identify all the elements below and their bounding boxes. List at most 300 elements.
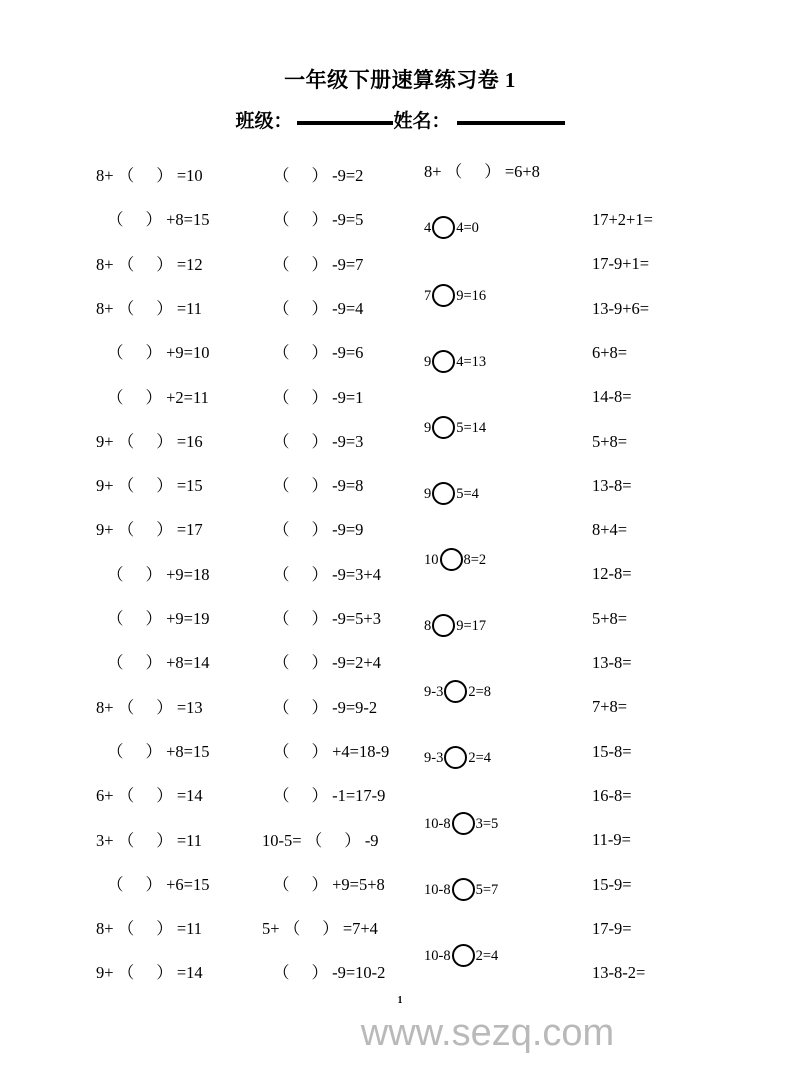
expression-suffix: +9=19 [166,609,210,628]
expression-suffix: =16 [176,431,203,451]
problem-fill-bracket [96,254,203,274]
bracket-open: （ [283,919,301,939]
answer-bracket[interactable] [118,965,173,982]
problem-fill-bracket [96,387,209,407]
expression-suffix: =11 [176,830,203,850]
problem-fill-bracket [424,164,540,181]
expression-suffix: =13 [176,697,203,717]
problem-expression [592,741,632,761]
expression-suffix: 5=14 [456,420,487,436]
expression-suffix: 2=4 [475,948,499,964]
answer-bracket[interactable] [117,431,173,451]
expression-suffix: 8=2 [463,552,487,568]
problem-fill-bracket [262,697,378,717]
expression-suffix: +2=11 [166,387,209,407]
expression-suffix: -9=10-2 [332,963,386,983]
problem-expression [592,566,632,583]
bracket-open: （ [273,298,290,318]
class-blank-line[interactable] [297,121,393,125]
problem-fill-bracket [262,387,364,407]
bracket-close: ） [156,830,173,850]
page-title: 一年级下册速算练习卷 1 [284,68,516,92]
expression-suffix: -9=3+4 [332,564,381,584]
operator-circle[interactable] [432,350,455,373]
expression-prefix: 7 [424,288,432,304]
answer-bracket[interactable] [273,212,328,229]
problem-expression [592,342,628,362]
bracket-open: （ [107,343,124,363]
bracket-close: ） [156,166,173,185]
bracket-close: ） [156,786,173,806]
problem-fill-circle [424,482,479,505]
problem-fill-bracket [96,830,203,850]
expression-suffix: =7+4 [342,919,378,939]
expression-text: 14-8= [592,387,632,407]
expression-suffix: +8=15 [166,210,210,230]
problem-fill-bracket [96,168,203,185]
expression-text: 15-9= [592,874,632,894]
expression-prefix: 5+ [262,919,280,939]
answer-bracket[interactable] [273,387,328,407]
bracket-open: （ [117,254,135,274]
expression-suffix: 5=7 [475,882,499,898]
problem-fill-bracket [96,345,210,362]
expression-text: 17+2+1= [592,210,653,229]
answer-bracket[interactable] [107,387,162,407]
site-watermark: www.sezq.com [360,1012,615,1054]
bracket-close: ） [311,741,328,761]
bracket-close: ） [311,963,328,983]
bracket-open: （ [273,166,290,185]
problem-expression [592,965,645,982]
student-info-line [0,106,800,133]
operator-circle[interactable] [452,944,475,967]
bracket-close: ） [322,919,339,939]
expression-suffix: =17 [176,520,203,540]
expression-text: 13-8= [592,653,632,672]
bracket-close: ） [311,697,328,717]
problem-fill-bracket [96,298,203,318]
bracket-open: （ [445,162,463,181]
expression-prefix: 9 [424,486,432,502]
expression-suffix: +4=18-9 [332,741,390,761]
problem-expression [592,212,653,229]
problem-fill-bracket [96,522,203,539]
expression-prefix: 10-8 [424,882,451,898]
expression-prefix: 10-5= [262,830,302,850]
problem-fill-bracket [262,522,363,539]
expression-suffix: 2=4 [468,750,492,766]
problem-fill-bracket [96,478,203,495]
expression-suffix: 9=16 [456,288,487,304]
answer-bracket[interactable] [107,564,162,584]
problem-expression [592,832,631,849]
bracket-open: （ [107,741,124,761]
expression-suffix: -9=2+4 [332,653,381,673]
problem-fill-bracket [96,788,203,805]
expression-suffix: =12 [176,254,203,274]
bracket-open: （ [107,653,124,673]
problem-fill-bracket [262,298,364,318]
bracket-open: （ [117,830,135,850]
bracket-close: ） [156,431,173,451]
expression-prefix: 6+ [96,786,114,806]
expression-suffix: -9=7 [332,254,364,274]
expression-suffix: 9=17 [456,618,487,634]
expression-suffix: +8=15 [166,741,210,761]
expression-suffix: -1=17-9 [332,786,386,806]
operator-circle[interactable] [452,878,475,901]
expression-prefix: 8+ [424,162,442,181]
problem-fill-bracket [96,965,203,982]
bracket-open: （ [273,520,290,540]
problem-expression [592,918,632,938]
problem-expression [592,389,632,406]
answer-bracket[interactable] [118,788,173,805]
operator-circle[interactable] [440,548,463,571]
expression-text: 17-9+1= [592,254,650,274]
expression-prefix: 4 [424,220,432,236]
expression-prefix: 9+ [96,520,114,540]
bracket-open: （ [273,963,290,983]
answer-bracket[interactable] [273,522,328,539]
answer-bracket[interactable] [305,830,361,850]
expression-suffix: -9=5 [332,210,364,230]
bracket-close: ） [311,874,328,894]
expression-suffix: -9=2 [332,166,364,185]
expression-suffix: -9=5+3 [332,609,381,628]
bracket-open: （ [273,874,290,894]
answer-bracket[interactable] [107,741,162,761]
problem-expression [592,475,632,495]
expression-suffix: =10 [176,166,203,185]
expression-suffix: -9=8 [332,476,364,496]
expression-prefix: 10-8 [424,948,451,964]
expression-suffix: +9=5+8 [332,874,385,894]
bracket-close: ） [145,564,162,584]
expression-suffix: -9=1 [332,387,364,407]
bracket-close: ） [145,741,162,761]
answer-bracket[interactable] [107,874,162,894]
expression-prefix: 9+ [96,431,114,451]
name-label: 姓名： [393,111,451,132]
bracket-close: ） [311,210,328,230]
expression-suffix: 5=4 [456,486,479,502]
problem-fill-circle [424,614,486,637]
bracket-open: （ [117,919,135,939]
expression-prefix: 10 [424,552,439,568]
problem-fill-bracket [262,874,385,894]
bracket-close: ） [156,520,173,540]
expression-suffix: =11 [176,298,203,318]
bracket-open: （ [117,476,135,496]
answer-bracket[interactable] [107,345,162,362]
answer-bracket[interactable] [118,478,173,495]
problem-fill-bracket [262,965,385,982]
expression-text: 16-8= [592,785,632,805]
operator-circle[interactable] [452,812,475,835]
bracket-open: （ [273,431,290,451]
expression-prefix: 9 [424,354,432,370]
bracket-open: （ [117,786,135,806]
bracket-close: ） [156,476,173,496]
problem-fill-bracket [262,788,385,805]
problem-fill-bracket [262,168,363,185]
bracket-open: （ [273,254,290,274]
answer-bracket[interactable] [273,254,328,274]
problem-fill-bracket [96,874,210,894]
operator-circle[interactable] [444,680,467,703]
problem-expression [592,256,649,273]
problem-fill-circle [424,284,486,307]
answer-bracket[interactable] [273,431,328,451]
expression-suffix: -9=6 [332,343,364,363]
bracket-open: （ [117,431,135,451]
answer-bracket[interactable] [273,741,328,761]
expression-text: 12-8= [592,564,632,584]
expression-text: 8+4= [592,520,628,540]
expression-suffix: +6=15 [166,874,210,894]
problem-fill-bracket [262,431,364,451]
expression-suffix: +9=18 [166,564,210,584]
operator-circle[interactable] [432,416,455,439]
expression-prefix: 9-3 [424,684,444,700]
problem-fill-bracket [96,212,210,229]
expression-text: 13-8= [592,475,632,495]
expression-prefix: 8+ [96,298,114,318]
page-number: 1 [397,995,403,1006]
answer-bracket[interactable] [273,788,328,805]
problem-expression [592,785,632,805]
bracket-close: ） [156,963,173,983]
bracket-open: （ [107,874,124,894]
bracket-close: ） [145,343,162,363]
answer-bracket[interactable] [118,522,173,539]
bracket-close: ） [311,609,328,628]
expression-suffix: 4=13 [456,354,487,370]
expression-prefix: 9+ [96,476,114,496]
expression-text: 17-9= [592,918,632,938]
answer-bracket[interactable] [273,965,328,982]
expression-suffix: -9=9-2 [332,697,378,717]
answer-bracket[interactable] [273,564,328,584]
bracket-open: （ [273,210,290,230]
expression-suffix: =11 [176,919,203,939]
expression-prefix: 9-3 [424,750,444,766]
expression-suffix: -9=9 [332,520,364,540]
bracket-open: （ [273,786,290,806]
problem-expression [592,874,632,894]
bracket-open: （ [117,697,135,717]
problem-fill-bracket [96,655,210,672]
problem-fill-bracket [262,254,364,274]
expression-suffix: =6+8 [504,162,540,181]
answer-bracket[interactable] [117,697,173,717]
bracket-open: （ [107,387,124,407]
bracket-close: ） [344,830,361,850]
operator-circle[interactable] [432,284,455,307]
bracket-close: ） [311,520,328,540]
bracket-close: ） [311,298,328,318]
answer-bracket[interactable] [107,655,162,672]
answer-bracket[interactable] [118,921,173,938]
problem-expression [592,522,627,539]
bracket-close: ） [145,874,162,894]
answer-bracket[interactable] [107,611,162,628]
problem-fill-bracket [262,611,381,628]
bracket-open: （ [273,741,290,761]
bracket-open: （ [117,166,135,185]
bracket-close: ） [484,162,501,181]
problem-expression [592,608,628,628]
answer-bracket[interactable] [446,164,501,181]
problem-fill-bracket [96,564,210,584]
bracket-close: ） [311,431,328,451]
bracket-close: ） [311,254,328,274]
bracket-open: （ [107,564,124,584]
bracket-open: （ [273,609,290,628]
problem-fill-bracket [262,830,379,850]
answer-bracket[interactable] [273,874,328,894]
problem-fill-bracket [262,212,363,229]
name-blank-line[interactable] [457,121,565,125]
bracket-close: ） [311,387,328,407]
problem-fill-bracket [262,921,378,938]
bracket-close: ） [145,653,162,673]
expression-text: 13-9+6= [592,298,650,318]
bracket-open: （ [273,387,290,407]
problem-fill-bracket [96,431,203,451]
bracket-open: （ [117,963,135,983]
problem-fill-circle [424,878,498,901]
bracket-close: ） [156,254,173,274]
expression-prefix: 10-8 [424,816,451,832]
bracket-close: ） [311,476,328,496]
answer-bracket[interactable] [117,830,173,850]
expression-text: 11-9= [592,830,631,850]
expression-suffix: =14 [176,786,203,806]
expression-prefix: 8+ [96,254,114,274]
problem-fill-circle [424,812,498,835]
problem-fill-circle [424,746,491,769]
expression-suffix: 4=0 [456,220,479,236]
expression-text: 6+8= [592,342,628,362]
operator-circle[interactable] [432,482,455,505]
problem-fill-bracket [96,741,210,761]
expression-prefix: 3+ [96,830,114,850]
answer-bracket[interactable] [273,345,328,362]
bracket-open: （ [107,609,124,628]
expression-suffix: 2=8 [468,684,492,700]
operator-circle[interactable] [444,746,467,769]
bracket-open: （ [273,343,290,363]
answer-bracket[interactable] [273,478,328,495]
expression-suffix: =14 [176,963,203,983]
bracket-close: ） [311,564,328,584]
problem-fill-bracket [262,564,381,584]
problem-fill-bracket [262,345,363,362]
answer-bracket[interactable] [273,697,328,717]
answer-bracket[interactable] [273,168,328,185]
expression-prefix: 8 [424,618,432,634]
problem-expression [592,655,632,672]
class-label: 班级： [235,111,293,132]
bracket-open: （ [107,210,124,230]
expression-prefix: 9+ [96,963,114,983]
problem-fill-bracket [96,697,203,717]
problem-fill-circle [424,216,479,239]
answer-bracket[interactable] [273,298,328,318]
bracket-close: ） [156,919,173,939]
expression-suffix: =15 [176,476,203,496]
answer-bracket[interactable] [273,611,328,628]
problem-expression [592,699,627,716]
problem-expression [592,298,650,318]
expression-prefix: 8+ [96,919,114,939]
answer-bracket[interactable] [117,254,173,274]
bracket-open: （ [273,476,290,496]
bracket-close: ） [156,697,173,717]
problem-fill-circle [424,416,486,439]
answer-bracket[interactable] [284,921,339,938]
expression-text: 5+8= [592,608,628,628]
problem-fill-bracket [96,921,202,938]
problem-fill-bracket [262,655,381,672]
answer-bracket[interactable] [273,655,328,672]
answer-bracket[interactable] [117,298,173,318]
problem-fill-circle [424,944,498,967]
expression-suffix: -9=3 [332,431,364,451]
expression-prefix: 9 [424,420,432,436]
expression-suffix: +8=14 [166,653,210,673]
bracket-close: ） [311,343,328,363]
bracket-open: （ [273,564,290,584]
expression-suffix: 3=5 [475,816,499,832]
bracket-close: ） [311,166,328,185]
bracket-close: ） [311,786,328,806]
bracket-open: （ [273,697,290,717]
problem-fill-bracket [96,611,210,628]
bracket-close: ） [145,210,162,230]
expression-text: 15-8= [592,741,632,761]
bracket-open: （ [273,653,290,673]
bracket-close: ） [145,609,162,628]
operator-circle[interactable] [432,614,455,637]
expression-text: 13-8-2= [592,963,646,983]
bracket-open: （ [117,298,135,318]
answer-bracket[interactable] [107,212,162,229]
bracket-close: ） [145,387,162,407]
problem-fill-circle [424,680,491,703]
expression-text: 7+8= [592,697,628,717]
expression-suffix: +9=10 [166,343,210,363]
problem-expression [592,431,628,451]
problem-fill-circle [424,548,486,571]
bracket-close: ） [311,653,328,673]
bracket-open: （ [305,830,323,850]
expression-text: 5+8= [592,431,628,451]
problem-fill-bracket [262,478,363,495]
operator-circle[interactable] [432,216,455,239]
problem-fill-circle [424,350,486,373]
problem-fill-bracket [262,741,390,761]
bracket-open: （ [117,520,135,540]
expression-prefix: 8+ [96,166,114,185]
answer-bracket[interactable] [118,168,173,185]
expression-prefix: 8+ [96,697,114,717]
expression-suffix: -9=4 [332,298,364,318]
bracket-close: ） [156,298,173,318]
